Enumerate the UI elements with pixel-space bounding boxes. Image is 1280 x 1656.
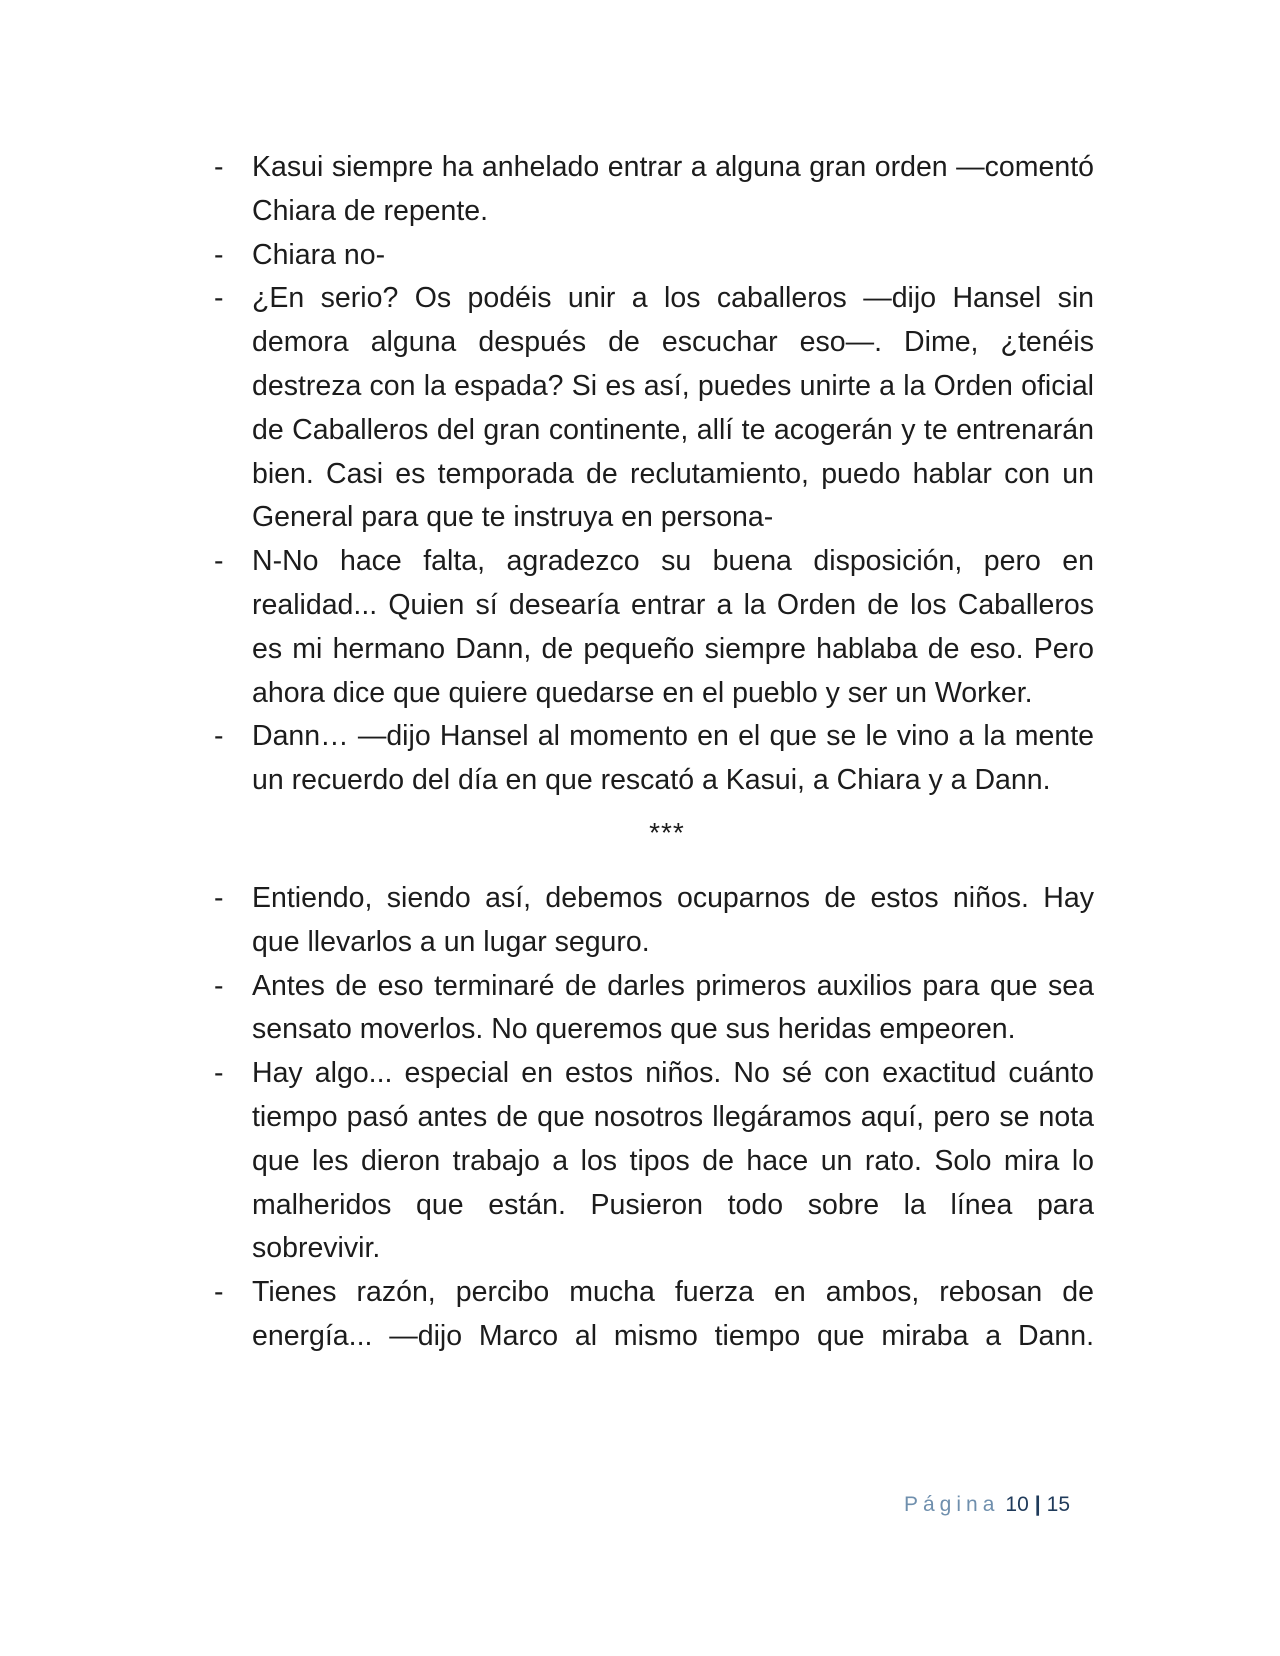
dialogue-line — [214, 234, 1094, 278]
dialogue-text-line: Hay algo... especial en estos niños. No sé con exactitud cuánto tiempo pasó antes de que nosotros llegáramos aquí, pero se nota que les dieron trabajo a los tipos de hace un rato. Solo mira lo malheridos que están. Pusieron todo sobre la línea para sobrevivir. — [252, 1057, 1094, 1265]
dialogue-line — [214, 877, 1094, 965]
page-label: Página — [904, 1493, 1000, 1516]
dialogue-text-line: Kasui siempre ha anhelado entrar a alguna gran orden —comentó Chiara de repente. — [252, 151, 1094, 227]
dialogue-text-line: Chiara no- — [252, 238, 386, 271]
dialogue-dash: - — [214, 238, 224, 271]
dialogue-text-line: Tienes razón, percibo mucha fuerza en ambos, rebosan de energía... —dijo Marco al mismo tiempo que miraba a Dann. — [252, 1276, 1094, 1352]
dialogue-line — [214, 1052, 1094, 1271]
total-pages: 15 — [1046, 1493, 1070, 1516]
dialogue-text-line: Entiendo, siendo así, debemos ocuparnos de estos niños. Hay que llevarlos a un lugar seguro. — [252, 881, 1094, 958]
dialogue-line — [214, 277, 1094, 540]
dialogue-dash: - — [214, 720, 224, 753]
scene-separator: *** — [649, 816, 685, 848]
dialogue-dash: - — [214, 1276, 224, 1309]
dialogue-text-line: Dann… —dijo Hansel al momento en el que se le vino a la mente un recuerdo del día en que rescató a Kasui, a Chiara y a Dann. — [252, 720, 1094, 797]
dialogue-line — [214, 146, 1094, 234]
page-footer — [0, 1490, 1070, 1520]
dialogue-line — [214, 965, 1094, 1053]
dialogue-dash: - — [214, 881, 224, 914]
current-page-number: 10 — [1005, 1493, 1029, 1516]
dialogue-dash: - — [214, 282, 224, 315]
dialogue-dash: - — [214, 151, 224, 183]
dialogue-text-line: ¿En serio? Os podéis unir a los caballeros —dijo Hansel sin demora alguna después de escuchar eso—. Dime, ¿tenéis destreza con la espada? Si es así, puedes unirte a la Orden oficial de Caballeros del gran continente, allí te acogerán y te entrenarán bien. Casi es temporada de reclutamiento, puedo hablar con un General para que te instruya en persona- — [252, 282, 1094, 534]
dialogue-dash: - — [214, 969, 224, 1002]
dialogue-dash: - — [214, 1057, 224, 1090]
dialogue-line — [214, 540, 1094, 715]
dialogue-dash: - — [214, 545, 224, 578]
dialogue-line — [214, 715, 1094, 803]
dialogue-text-line: N-No hace falta, agradezco su buena disposición, pero en realidad... Quien sí desearía entrar a la Orden de los Caballeros es mi hermano Dann, de pequeño siempre hablaba de eso. Pero ahora dice que quiere quedarse en el pueblo y ser un Worker. — [252, 545, 1094, 709]
dialogue-text — [214, 146, 1094, 1359]
dialogue-line — [214, 1271, 1094, 1359]
dialogue-text-line: Antes de eso terminaré de darles primeros auxilios para que sea sensato moverlos. No queremos que sus heridas empeoren. — [252, 969, 1094, 1046]
page-number-separator: | — [1034, 1493, 1041, 1516]
